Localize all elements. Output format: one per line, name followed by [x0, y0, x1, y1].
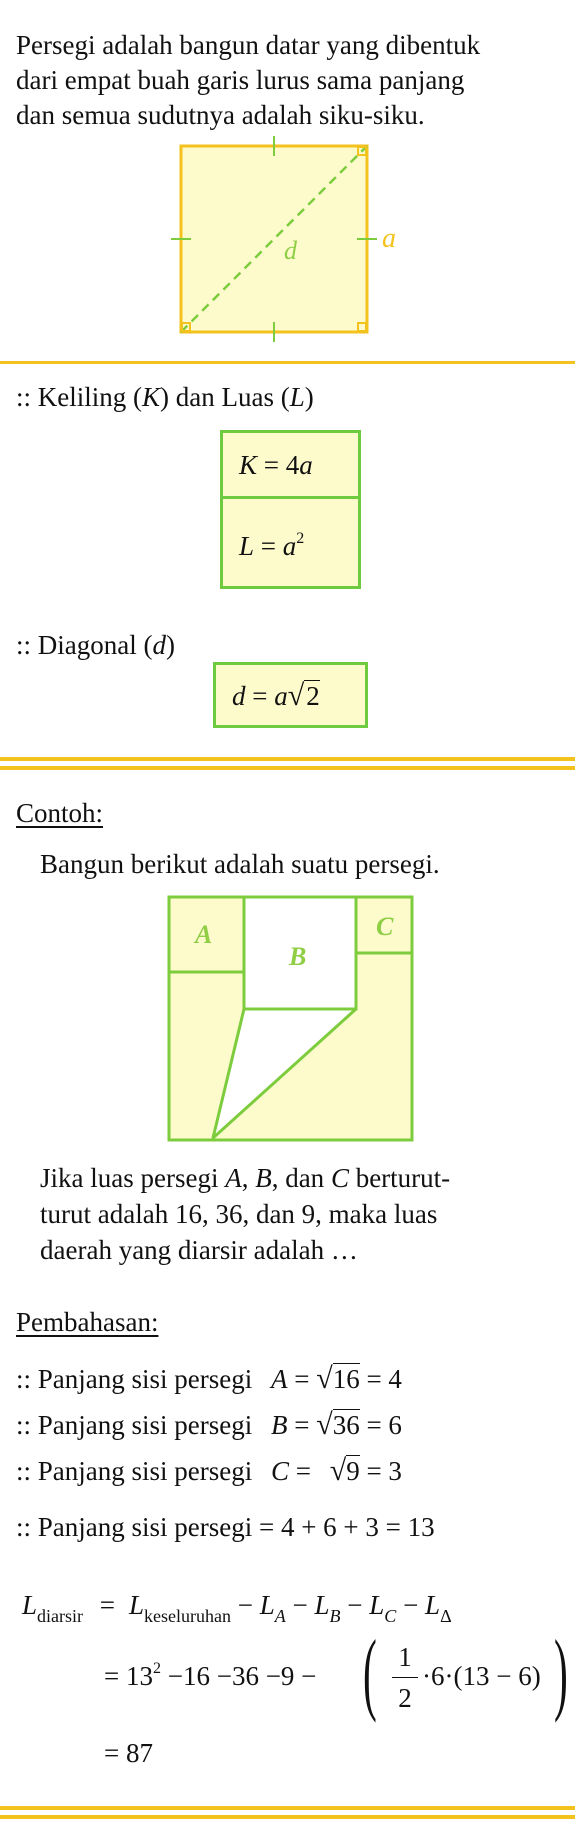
- pembahasan-title: Pembahasan:: [16, 1307, 159, 1337]
- fraction-numerator: 1: [398, 1642, 412, 1672]
- formula-text: −16 −36 −9 −: [160, 1661, 317, 1691]
- formula-line-1: [22, 1588, 452, 1626]
- formula-var: L: [22, 1590, 38, 1620]
- diagonal-label: d: [284, 236, 297, 265]
- row-text: = 4: [359, 1364, 402, 1394]
- formula-subscript: diarsir: [37, 1606, 84, 1626]
- formula-text: ·6·(13 − 6): [422, 1661, 541, 1691]
- formula-var: L: [425, 1590, 441, 1620]
- heading-text: ) dan Luas (: [160, 382, 290, 412]
- contoh-figure: [165, 893, 415, 1143]
- solution-row-C: [16, 1454, 402, 1488]
- row-text: = 3: [359, 1456, 402, 1486]
- separator-rule: [0, 766, 575, 770]
- formula-var: K: [239, 450, 258, 480]
- row-text: :: Panjang sisi persegi: [16, 1456, 259, 1486]
- heading-var: K: [141, 382, 160, 412]
- formula-text: = 4: [257, 450, 300, 480]
- heading-text: :: Keliling (: [16, 382, 142, 412]
- row-text: = 6: [359, 1410, 402, 1440]
- right-paren-icon: ): [554, 1621, 568, 1723]
- formula-text: −: [292, 1590, 308, 1620]
- formula-var: L: [369, 1590, 385, 1620]
- solution-total: :: Panjang sisi persegi = 4 + 6 + 3 = 13: [16, 1512, 435, 1542]
- separator-rule: [0, 361, 575, 364]
- formula-line-2-head: [104, 1661, 316, 1692]
- question-line-3: daerah yang diarsir adalah …: [40, 1235, 358, 1265]
- square-figure: [170, 135, 420, 345]
- formula-line-2: [104, 1621, 574, 1723]
- radicand: 2: [306, 681, 320, 711]
- label-A: A: [195, 920, 213, 949]
- formula-var: L: [314, 1590, 330, 1620]
- separator-rule: [0, 1815, 575, 1819]
- heading-var: d: [152, 630, 166, 660]
- luas-formula: [239, 529, 304, 563]
- formula-var: L: [239, 531, 255, 561]
- contoh-title: Contoh:: [16, 798, 104, 828]
- square-shape: [181, 146, 367, 332]
- row-var: C: [270, 1456, 289, 1486]
- keliling-formula-box: [220, 430, 361, 499]
- question-text: ,: [241, 1163, 256, 1193]
- formula-text: =: [99, 1590, 115, 1620]
- luas-formula-box: [220, 496, 361, 589]
- sqrt-icon: √: [329, 1454, 347, 1487]
- formula-line-3: = 87: [104, 1738, 153, 1768]
- radicand: 16: [332, 1364, 360, 1394]
- question-text: berturut-: [348, 1163, 451, 1193]
- heading-var: L: [289, 382, 305, 412]
- side-label: a: [382, 223, 396, 254]
- solution-row-B: [16, 1408, 402, 1442]
- intro-line-3: dan semua sudutnya adalah siku-siku.: [16, 100, 425, 130]
- keliling-heading: [16, 380, 314, 414]
- formula-var: a: [299, 450, 313, 480]
- formula-subscript: keseluruhan: [144, 1606, 231, 1626]
- formula-var: a: [274, 681, 288, 711]
- formula-text: −: [237, 1590, 253, 1620]
- formula-var: d: [232, 681, 246, 711]
- fraction-denominator: 2: [398, 1683, 412, 1713]
- sqrt-icon: √: [316, 1362, 333, 1395]
- diagonal-formula: [232, 679, 320, 713]
- label-B: B: [289, 942, 307, 971]
- intro-line-1: Persegi adalah bangun datar yang dibentuk: [16, 30, 481, 60]
- heading-text: ): [165, 630, 175, 660]
- question-var: A: [225, 1163, 242, 1193]
- formula-text: = 13: [104, 1661, 153, 1691]
- question-var: C: [330, 1163, 349, 1193]
- separator-rule: [0, 757, 575, 761]
- sqrt-icon: √: [287, 679, 305, 712]
- formula-exponent: 2: [296, 530, 305, 547]
- question-line-2: turut adalah 16, 36, dan 9, maka luas: [40, 1199, 438, 1229]
- radicand: 9: [346, 1456, 360, 1486]
- row-var: B: [270, 1410, 288, 1440]
- question-text: , dan: [271, 1163, 331, 1193]
- label-C: C: [376, 912, 394, 941]
- formula-var: L: [259, 1590, 275, 1620]
- question-line-1: [40, 1161, 450, 1195]
- row-text: =: [287, 1364, 317, 1394]
- heading-text: ): [304, 382, 314, 412]
- formula-subscript: Δ: [440, 1606, 452, 1626]
- formula-text: −: [347, 1590, 363, 1620]
- diagonal-formula-box: [213, 662, 368, 728]
- contoh-statement: Bangun berikut adalah suatu persegi.: [40, 849, 440, 879]
- formula-text: =: [254, 531, 283, 561]
- diagonal-heading: [16, 628, 175, 662]
- separator-rule: [0, 1806, 575, 1810]
- intro-line-2: dari empat buah garis lurus sama panjang: [16, 65, 465, 95]
- row-text: =: [287, 1410, 317, 1440]
- solution-row-A: [16, 1362, 402, 1396]
- row-text: :: Panjang sisi persegi: [16, 1410, 259, 1440]
- row-var: A: [270, 1364, 288, 1394]
- row-text: =: [289, 1456, 318, 1486]
- keliling-formula: [239, 448, 313, 482]
- question-text: Jika luas persegi: [40, 1163, 226, 1193]
- question-var: B: [255, 1163, 272, 1193]
- heading-text: :: Diagonal (: [16, 630, 153, 660]
- formula-subscript: A: [274, 1606, 286, 1626]
- sqrt-icon: √: [316, 1408, 333, 1441]
- row-text: :: Panjang sisi persegi: [16, 1364, 259, 1394]
- formula-subscript: C: [384, 1606, 397, 1626]
- formula-subscript: B: [329, 1606, 341, 1626]
- formula-text: =: [245, 681, 275, 711]
- radicand: 36: [332, 1410, 360, 1440]
- formula-var: a: [282, 531, 297, 561]
- formula-text: −: [403, 1590, 419, 1620]
- formula-exponent: 2: [152, 1660, 161, 1677]
- left-paren-icon: (: [363, 1621, 377, 1723]
- fraction-bar: [392, 1677, 418, 1678]
- formula-var: L: [129, 1590, 145, 1620]
